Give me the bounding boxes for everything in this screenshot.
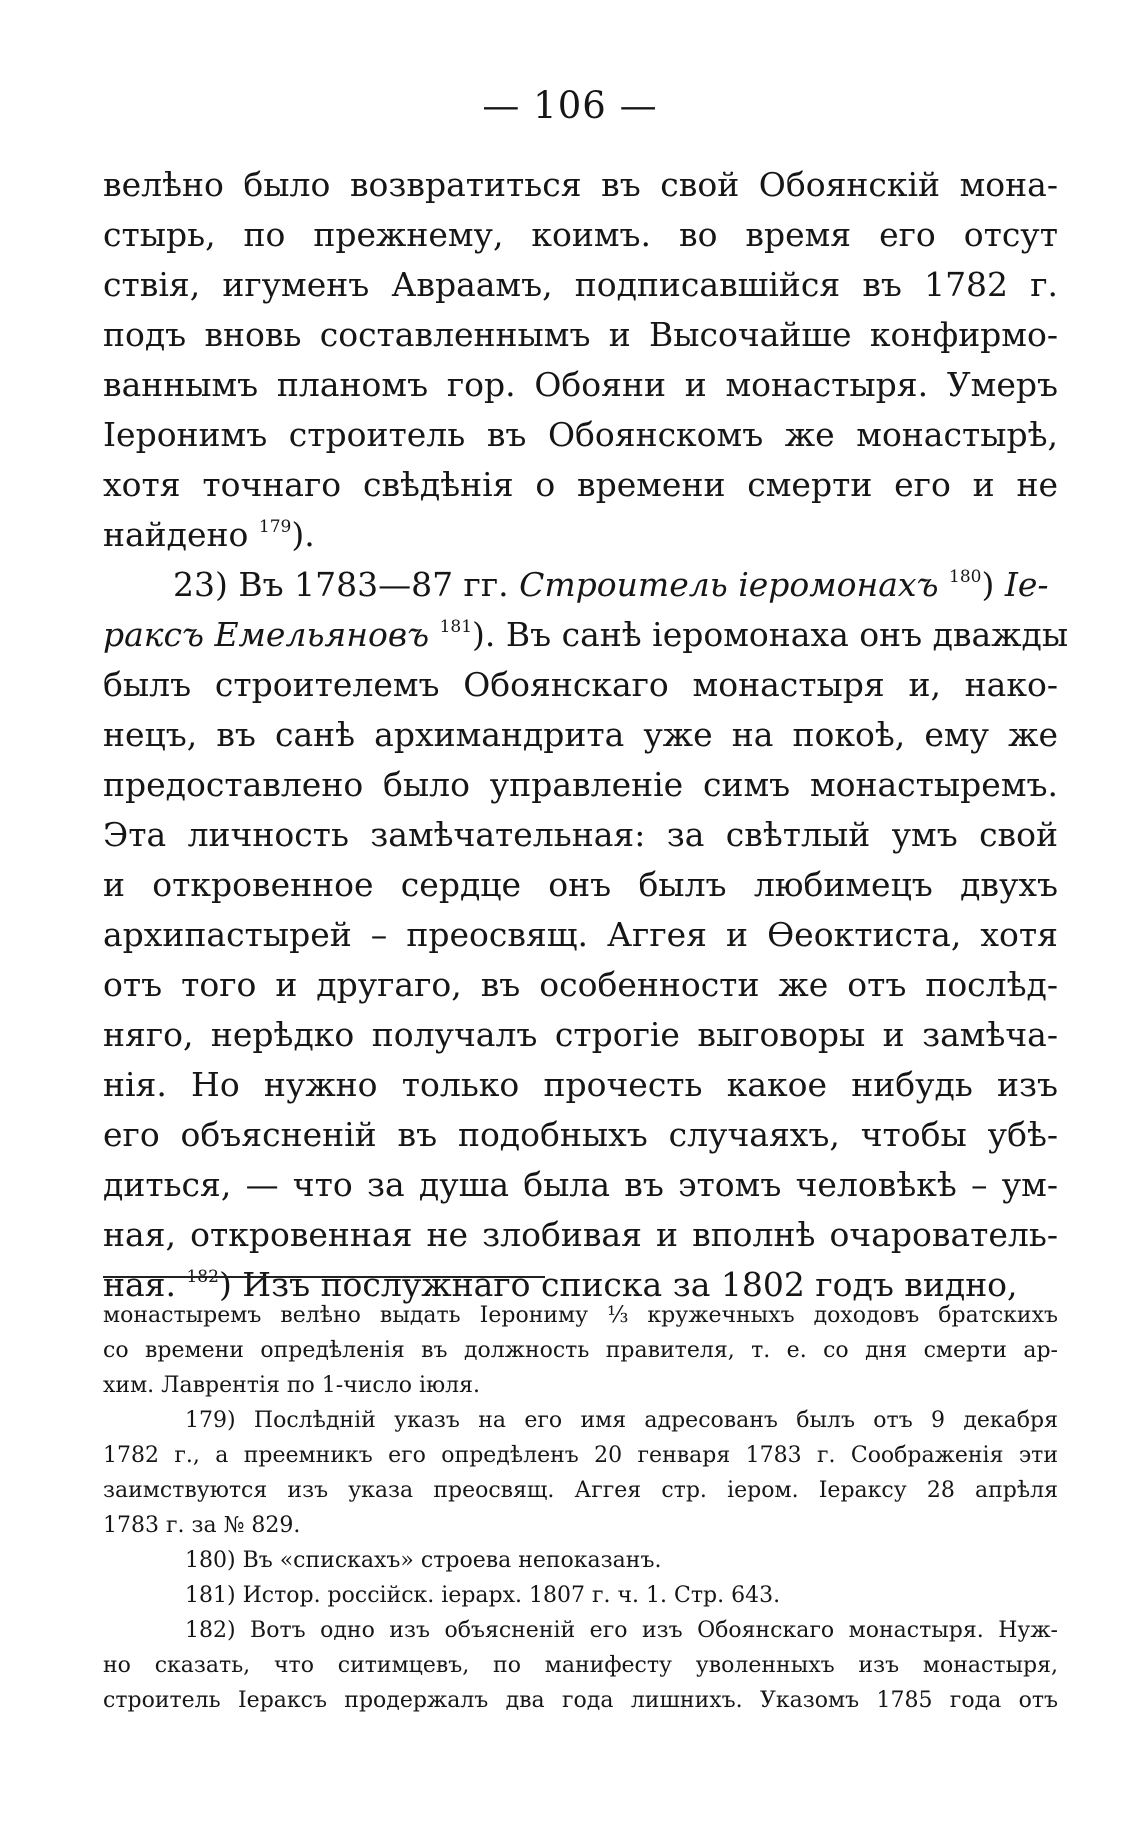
text-line: его объясненій въ подобныхъ случаяхъ, чтобы убѣ- [103, 1115, 1058, 1154]
text-line: подъ вновь составленнымъ и Высочайше конфирмо- [103, 315, 1058, 354]
footnote-ref: 180 [949, 567, 982, 587]
footnote-line: 1783 г. за № 829. [103, 1513, 301, 1538]
page-number: — 106 — [482, 84, 658, 127]
text-line: отъ того и другаго, въ особенности же отъ послѣд- [103, 965, 1058, 1004]
text-line [103, 560, 1058, 610]
footnote-ref: 182 [186, 1267, 219, 1287]
text-line: ствія, игуменъ Авраамъ, подписавшійся въ 1782 г. [103, 265, 1058, 304]
italic-fragment: Іе- [1004, 565, 1049, 604]
text-line: былъ строителемъ Обоянскаго монастыря и, нако- [103, 665, 1058, 704]
text-line [103, 510, 1058, 560]
footnote-line: хим. Лаврентія по 1-число іюля. [103, 1373, 480, 1398]
text-line: ная, откровенная не злобивая и вполнѣ очарователь- [103, 1215, 1058, 1254]
footnote-line: строитель Іераксъ продержалъ два года лишнихъ. Указомъ 1785 года отъ [103, 1688, 1058, 1713]
text-fragment: ная. [103, 1265, 176, 1304]
text-line: архипастырей – преосвящ. Аггея и Ѳеоктиста, хотя [103, 915, 1058, 954]
text-line: нецъ, въ санѣ архимандрита уже на покоѣ, ему же [103, 715, 1058, 754]
footnote-179: 179) Послѣдній указъ на его имя адресованъ былъ отъ 9 декабря [185, 1408, 1058, 1433]
footnote-180: 180) Въ «спискахъ» строева непоказанъ. [185, 1548, 662, 1573]
text-line: Іеронимъ строитель въ Обоянскомъ же монастырѣ, [103, 415, 1058, 454]
italic-fragment: раксъ Емельяновъ [103, 615, 430, 654]
text-fragment: 23) Въ 1783—87 гг. [173, 565, 509, 604]
text-fragment: найдено [103, 515, 249, 554]
text-line: няго, нерѣдко получалъ строгіе выговоры и замѣча- [103, 1015, 1058, 1054]
text-line: нія. Но нужно только прочесть какое нибудь изъ [103, 1065, 1058, 1104]
text-line: ваннымъ планомъ гор. Обояни и монастыря. Умеръ [103, 365, 1058, 404]
footnote-181: 181) Истор. россійск. іерарх. 1807 г. ч. 1. Стр. 643. [185, 1583, 781, 1608]
text-line: велѣно было возвратиться въ свой Обоянскій мона- [103, 165, 1058, 204]
italic-fragment: Строитель іеромонахъ [519, 565, 939, 604]
text-line: предоставлено было управленіе симъ монастыремъ. [103, 765, 1058, 804]
text-line: Эта личность замѣчательная: за свѣтлый умъ свой [103, 815, 1058, 854]
footnote-ref: 179 [258, 517, 292, 537]
text-line: стырь, по прежнему, коимъ. во время его отсут [103, 215, 1058, 254]
main-text [103, 160, 1069, 1310]
footnote-line: заимствуются изъ указа преосвящ. Аггея стр. іером. Іераксу 28 апрѣля [103, 1478, 1058, 1503]
text-fragment: ). Въ санѣ іеромонаха онъ дважды [472, 615, 1069, 654]
footnote-line: монастыремъ велѣно выдать Іерониму ⅓ кружечныхъ доходовъ братскихъ [103, 1303, 1058, 1328]
text-line: диться, — что за душа была въ этомъ человѣкѣ – ум- [103, 1165, 1058, 1204]
footnotes [103, 1298, 1058, 1718]
text-line: и откровенное сердце онъ былъ любимецъ двухъ [103, 865, 1058, 904]
text-line: хотя точнаго свѣдѣнія о времени смерти его и не [103, 465, 1058, 504]
text-line [103, 610, 1069, 660]
footnote-line: но сказать, что ситимцевъ, по манифесту уволенныхъ изъ монастыря, [103, 1653, 1058, 1678]
text-fragment: ). [291, 515, 315, 554]
footnote-divider [103, 1276, 545, 1278]
footnote-182: 182) Вотъ одно изъ объясненій его изъ Обоянскаго монастыря. Нуж- [185, 1618, 1058, 1643]
text-fragment: ) Изъ послужнаго списка за 1802 годъ видно, [218, 1265, 1018, 1304]
footnote-ref: 181 [439, 617, 473, 637]
text-fragment: ) [981, 565, 995, 604]
footnote-line: 1782 г., а преемникъ его опредѣленъ 20 генваря 1783 г. Соображенія эти [103, 1443, 1058, 1468]
footnote-line: со времени опредѣленія въ должность правителя, т. е. со дня смерти ар- [103, 1338, 1058, 1363]
